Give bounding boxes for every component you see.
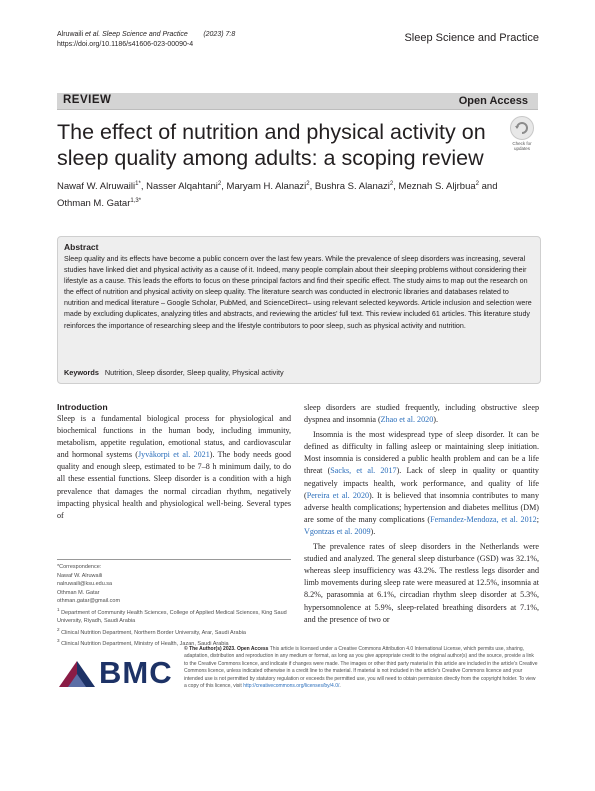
affiliation-1: $^1$ Department of Community Health Sciences, College of Applied Medical Sciences, King Saud University, Riyadh, Saudi Arabia <box>57 606 287 625</box>
license-end: . <box>339 683 341 690</box>
body-text: ). <box>370 526 376 536</box>
body-text: Sleep is a fundamental biological process for physiological and biochemical functions in the human body, including immunity, metabolism, appetite regulation, emotional status, and cardiovascular and hormonal systems ( <box>57 414 291 460</box>
affiliation-text: Clinical Nutrition Department, Northern Border University, Arar, Saudi Arabia <box>61 629 246 636</box>
author-list: Nawaf W. Alruwaili$^{1*}$, Nasser Alqahtani$^2$, Maryam H. Alanazi$^2$, Bushra S. Alanazi$^2$, Meznah S. Aljrbua$^2$ and Othman M. Gatar$^{1,3*}$ <box>57 181 498 210</box>
body-paragraph <box>304 429 539 538</box>
article-type-label: REVIEW <box>63 94 112 106</box>
license-body: This article is licensed under a Creative Commons Attribution 4.0 International License, which permits use, sharing, adaptation, distribution and reproduction in any medium or format, as long as you give appropriate credit to the original author(s) and the source, provide a link to the Creative Commons licence, and indicate if changes were made. The images or other third party material in this article are included in the article's Creative Commons licence, unless indicated otherwise in a credit line to the material. If material is not included in the article's Creative Commons licence and your intended use is not permitted by statutory regulation or exceeds the permitted use, you will need to obtain permission directly from the copyright holder. To view a copy of this licence, visit <box>184 646 538 690</box>
author[interactable]: Nawaf W. Alruwaili <box>57 181 136 193</box>
author-affiliation-mark: 1,3* <box>130 198 142 205</box>
affiliation-3: $^3$ Clinical Nutrition Department, Ministry of Health, Jazan, Saudi Arabia <box>57 638 229 648</box>
author[interactable]: Maryam H. Alanazi <box>226 181 307 193</box>
check-for-updates-badge[interactable] <box>507 116 537 150</box>
citation-journal: et al. Sleep Science and Practice <box>85 31 188 38</box>
section-heading-introduction: Introduction <box>57 402 108 412</box>
author[interactable]: Meznah S. Aljrbua <box>398 181 476 193</box>
affiliation-text: Clinical Nutrition Department, Ministry of Health, Jazan, Saudi Arabia <box>61 641 229 648</box>
running-header <box>57 30 235 50</box>
body-text: sleep disorders are studied frequently, including obstructive sleep dyspnea and insomnia ( <box>304 403 539 425</box>
intro-paragraph <box>57 413 291 522</box>
body-text: ). <box>433 415 438 425</box>
bmc-logo-text: BMC <box>99 655 173 690</box>
abstract-heading: Abstract <box>64 242 99 252</box>
keywords-label: Keywords <box>64 368 99 377</box>
body-paragraph <box>304 402 539 426</box>
keywords-line <box>64 368 534 378</box>
body-text: ). It is believed that insomnia contributes to many adverse health complications; hypertension and diabetes mellitus (DM) are some of the many complications ( <box>304 490 539 524</box>
badge-line-1: Check for <box>512 141 532 146</box>
abstract-box <box>57 236 541 384</box>
bmc-logo-mark-icon <box>57 653 97 693</box>
right-column <box>304 402 539 626</box>
citation-link[interactable]: Sacks, et al. 2017 <box>330 466 397 476</box>
article-title: The effect of nutrition and physical activity on sleep quality among adults: a scoping review <box>57 120 486 170</box>
license-text <box>184 646 539 690</box>
body-paragraph: The prevalence rates of sleep disorders in the Netherlands were studied and analyzed. The general sleep disturbance (GSD) was 32.1%, whereas sleep insufficiency was 43.2%. The restless legs disorder and limb movements during sleep rate were measured at 12.5%, insomnia at 8.2%, parasomnia at 6.1%, circadian rhythm sleep disorder at 5.3%, hypersomnolence at 5.9%, sleep-related breathing disorders at 7.1%, and the presence of two or <box>304 542 539 624</box>
license-link[interactable]: http://creativecommons.org/licenses/by/4.0/ <box>243 683 340 690</box>
body-text: ). Lack of sleep in quality or quantity negatively impacts health, work performance, and quality of life ( <box>304 466 539 500</box>
bmc-logo <box>57 652 177 692</box>
author-affiliation-mark: 2 <box>217 181 222 187</box>
author[interactable]: Bushra S. Alanazi <box>314 181 390 193</box>
correspondence-label: *Correspondence: <box>57 564 102 570</box>
correspondence-email[interactable]: nalruwaili@ksu.edu.sa <box>57 581 113 588</box>
citation-authors: Alruwaili <box>57 31 86 38</box>
author-conjunction: and <box>481 181 498 193</box>
keywords-text: Nutrition, Sleep disorder, Sleep quality, Physical activity <box>104 368 284 377</box>
author-affiliation-mark: 2 <box>475 181 479 187</box>
correspondence-name: Othman M. Gatar <box>57 589 100 596</box>
affiliation-text: Department of Community Health Sciences, College of Applied Medical Sciences, King Saud University, Riyadh, Saudi Arabia <box>57 609 287 625</box>
journal-name: Sleep Science and Practice <box>404 32 539 44</box>
citation-link[interactable]: Pereira et al. 2020 <box>306 490 370 500</box>
left-column <box>57 402 291 522</box>
badge-line-2: updates <box>513 146 530 151</box>
article-type-banner <box>57 93 538 110</box>
citation-line <box>57 30 235 40</box>
author[interactable]: Nasser Alqahtani <box>146 181 218 193</box>
citation-link[interactable]: Vgontzas et al. 2009 <box>304 526 371 536</box>
body-text: ; <box>536 514 539 524</box>
correspondence-name: Nawaf W. Alruwaili <box>57 572 103 579</box>
footnotes <box>57 559 291 649</box>
badge-text <box>507 141 537 151</box>
doi-link[interactable]: https://doi.org/10.1186/s41606-023-00090-4 <box>57 41 194 48</box>
correspondence-email[interactable]: othman.gatar@gmail.com <box>57 598 121 605</box>
author[interactable]: Othman M. Gatar <box>57 198 131 210</box>
affiliation-2: $^2$ Clinical Nutrition Department, Northern Border University, Arar, Saudi Arabia <box>57 626 246 636</box>
update-check-icon <box>510 116 534 140</box>
citation-link[interactable]: Jyväkorpi et al. 2021 <box>138 450 210 460</box>
author-affiliation-mark: 2 <box>389 181 394 187</box>
abstract-text: Sleep quality and its effects have become a public concern over the last few years. While the prevalence of sleep disorders was increasing, several studies have linked diet and physical activity as a cause of it. Indeed, many people complain about their sleeping problems without considering their lifestyle as a cause. This leads the efforts to focus on these principal factors and find their specific effect. The study aims to map out the research on the effect of nutrition and physical activity on sleep quality. The literature search was conducted in electronic libraries and databases related to nutrition and medical literature – Google Scholar, PubMed, and ScienceDirect– using relevant selected keywords. Article inclusion and selection were made by excluding duplicates, analyzing titles and abstracts, and reviewing the articles' full text. This review included 61 articles. This literature study reinforces the importance of researching sleep and the lifestyle contributors to poor sleep, such as physical activity and nutrition. <box>64 255 532 330</box>
citation-link[interactable]: Fernandez-Mendoza, et al. 2012 <box>430 514 537 524</box>
body-text: Insomnia is the most widespread type of sleep disorder. It can be defined as difficulty in falling asleep or maintaining sleep initiation. Most insomnia is considered a public health problem and can be a life threat ( <box>304 430 539 476</box>
citation-link[interactable]: Zhao et al. 2020 <box>380 415 434 425</box>
license-copyright: © The Author(s) 2023. Open Access <box>184 646 269 652</box>
citation-year: (2023) 7:8 <box>203 31 236 38</box>
author-affiliation-mark: 2 <box>306 181 310 187</box>
body-text: ). The body needs good quality and enough sleep, estimated to be 7–8 h minimum daily, to do all these essential functions. Sleep disorder is a condition with a high prevalence that damages the normal circadian rhythm, negatively impacting physical health and physiological well-being. Several types of <box>57 450 291 520</box>
author-affiliation-mark: 1* <box>135 181 141 187</box>
open-access-label: Open Access <box>453 93 534 109</box>
